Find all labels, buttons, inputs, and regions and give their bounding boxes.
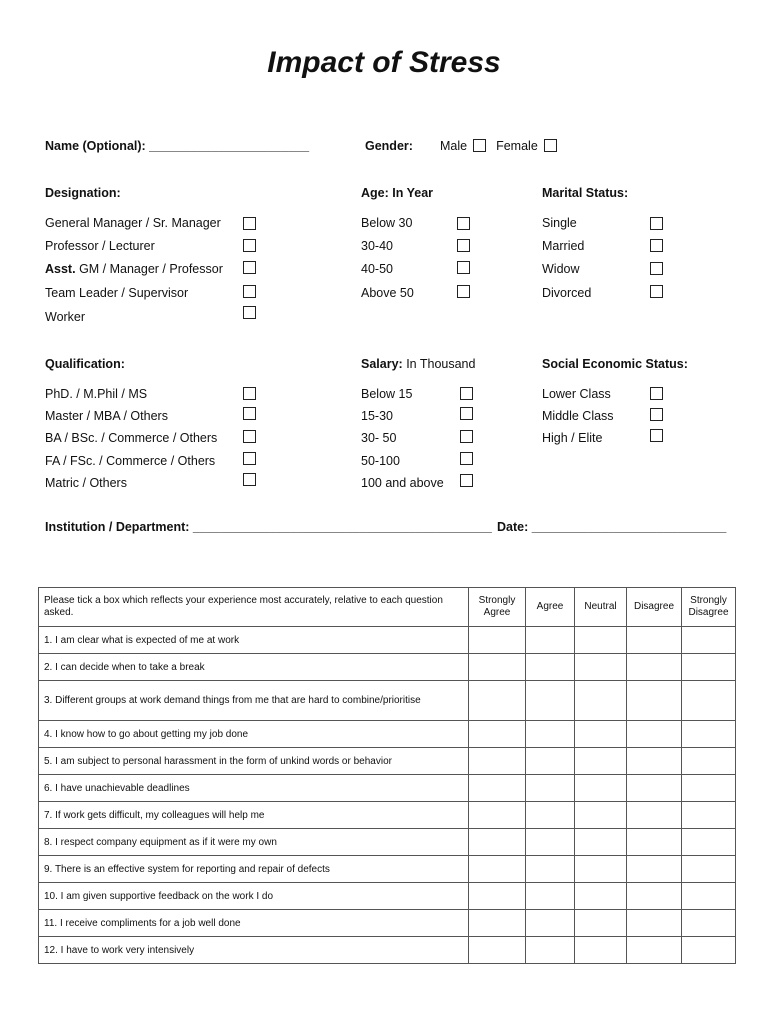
response-cell-agree[interactable] bbox=[526, 721, 575, 748]
response-cell-agree[interactable] bbox=[526, 681, 575, 721]
response-cell-neutral[interactable] bbox=[575, 856, 627, 883]
salary-option: 50-100 bbox=[361, 454, 400, 468]
salary-checkbox[interactable] bbox=[460, 387, 473, 400]
question-text: 3. Different groups at work demand things from me that are hard to combine/prioritise bbox=[39, 681, 469, 721]
column-header-agree: Agree bbox=[526, 588, 575, 627]
response-cell-agree[interactable] bbox=[526, 654, 575, 681]
designation-checkbox[interactable] bbox=[243, 285, 256, 298]
salary-label-suffix: In Thousand bbox=[406, 357, 476, 371]
response-cell-strongly-agree[interactable] bbox=[469, 748, 526, 775]
qualification-option: PhD. / M.Phil / MS bbox=[45, 387, 148, 401]
marital-checkbox[interactable] bbox=[650, 262, 663, 275]
response-cell-disagree[interactable] bbox=[627, 829, 682, 856]
response-cell-disagree[interactable] bbox=[627, 748, 682, 775]
response-cell-strongly-agree[interactable] bbox=[469, 829, 526, 856]
qualification-label: Qualification: bbox=[45, 357, 125, 371]
table-row bbox=[39, 883, 736, 910]
ses-checkbox[interactable] bbox=[650, 429, 663, 442]
response-cell-strongly-agree[interactable] bbox=[469, 721, 526, 748]
gender-options bbox=[440, 139, 567, 153]
response-cell-disagree[interactable] bbox=[627, 856, 682, 883]
marital-option: Single bbox=[542, 216, 577, 230]
salary-checkbox[interactable] bbox=[460, 474, 473, 487]
table-row bbox=[39, 748, 736, 775]
age-checkbox[interactable] bbox=[457, 239, 470, 252]
qualification-checkbox[interactable] bbox=[243, 407, 256, 420]
response-cell-neutral[interactable] bbox=[575, 775, 627, 802]
salary-option: 15-30 bbox=[361, 409, 393, 423]
salary-checkbox[interactable] bbox=[460, 452, 473, 465]
response-cell-strongly-disagree[interactable] bbox=[682, 937, 736, 964]
response-cell-strongly-disagree[interactable] bbox=[682, 856, 736, 883]
marital-option: Widow bbox=[542, 262, 580, 276]
age-option: Below 30 bbox=[361, 216, 413, 230]
name-field-label[interactable]: Name (Optional): _______________________ bbox=[45, 139, 310, 153]
salary-checkbox[interactable] bbox=[460, 407, 473, 420]
page-title: Impact of Stress bbox=[267, 46, 501, 79]
response-cell-disagree[interactable] bbox=[627, 910, 682, 937]
salary-label bbox=[361, 357, 475, 371]
column-header-disagree: Disagree bbox=[627, 588, 682, 627]
qualification-option: FA / FSc. / Commerce / Others bbox=[45, 454, 216, 468]
ses-option: Lower Class bbox=[542, 387, 611, 401]
salary-option: 100 and above bbox=[361, 476, 444, 490]
response-cell-disagree[interactable] bbox=[627, 627, 682, 654]
question-text: 5. I am subject to personal harassment in the form of unkind words or behavior bbox=[39, 748, 469, 775]
column-header-strongly-agree: Strongly Agree bbox=[469, 588, 526, 627]
response-cell-agree[interactable] bbox=[526, 775, 575, 802]
gender-male-label: Male bbox=[440, 139, 468, 153]
question-text: 2. I can decide when to take a break bbox=[39, 654, 469, 681]
response-cell-strongly-disagree[interactable] bbox=[682, 748, 736, 775]
column-header-strongly-disagree: Strongly Disagree bbox=[682, 588, 736, 627]
table-row bbox=[39, 775, 736, 802]
gender-female-checkbox[interactable] bbox=[544, 139, 557, 152]
response-cell-agree[interactable] bbox=[526, 627, 575, 654]
marital-status-label: Marital Status: bbox=[542, 186, 629, 200]
asst-prefix: Asst. bbox=[45, 262, 76, 276]
response-cell-strongly-disagree[interactable] bbox=[682, 681, 736, 721]
response-cell-neutral[interactable] bbox=[575, 937, 627, 964]
response-cell-strongly-agree[interactable] bbox=[469, 802, 526, 829]
response-cell-strongly-disagree[interactable] bbox=[682, 802, 736, 829]
question-text: 4. I know how to go about getting my job done bbox=[39, 721, 469, 748]
response-cell-agree[interactable] bbox=[526, 802, 575, 829]
table-row bbox=[39, 937, 736, 964]
response-cell-strongly-disagree[interactable] bbox=[682, 910, 736, 937]
designation-label: Designation: bbox=[45, 186, 121, 200]
response-cell-agree[interactable] bbox=[526, 748, 575, 775]
response-cell-disagree[interactable] bbox=[627, 802, 682, 829]
designation-option: Professor / Lecturer bbox=[45, 239, 155, 253]
response-cell-strongly-agree[interactable] bbox=[469, 654, 526, 681]
instruction-header: Please tick a box which reflects your experience most accurately, relative to each question asked. bbox=[39, 588, 469, 627]
salary-option: Below 15 bbox=[361, 387, 413, 401]
designation-option: Worker bbox=[45, 310, 86, 324]
marital-checkbox[interactable] bbox=[650, 239, 663, 252]
response-cell-strongly-agree[interactable] bbox=[469, 681, 526, 721]
table-row bbox=[39, 856, 736, 883]
designation-option bbox=[45, 262, 223, 276]
designation-option-text: GM / Manager / Professor bbox=[79, 262, 223, 276]
age-checkbox[interactable] bbox=[457, 261, 470, 274]
response-cell-disagree[interactable] bbox=[627, 883, 682, 910]
qualification-checkbox[interactable] bbox=[243, 473, 256, 486]
table-row bbox=[39, 681, 736, 721]
response-cell-neutral[interactable] bbox=[575, 910, 627, 937]
date-field-label[interactable]: Date: ____________________________ bbox=[497, 520, 727, 534]
table-row bbox=[39, 829, 736, 856]
response-cell-neutral[interactable] bbox=[575, 721, 627, 748]
age-option: Above 50 bbox=[361, 286, 414, 300]
age-option: 30-40 bbox=[361, 239, 393, 253]
qualification-checkbox[interactable] bbox=[243, 430, 256, 443]
response-cell-neutral[interactable] bbox=[575, 681, 627, 721]
question-text: 11. I receive compliments for a job well done bbox=[39, 910, 469, 937]
response-cell-strongly-agree[interactable] bbox=[469, 910, 526, 937]
institution-field-label[interactable]: Institution / Department: ___________________________________________ bbox=[45, 520, 492, 534]
response-cell-agree[interactable] bbox=[526, 937, 575, 964]
response-cell-neutral[interactable] bbox=[575, 883, 627, 910]
response-cell-neutral[interactable] bbox=[575, 627, 627, 654]
question-text: 9. There is an effective system for reporting and repair of defects bbox=[39, 856, 469, 883]
ses-checkbox[interactable] bbox=[650, 387, 663, 400]
response-cell-strongly-agree[interactable] bbox=[469, 937, 526, 964]
designation-checkbox[interactable] bbox=[243, 217, 256, 230]
response-cell-agree[interactable] bbox=[526, 829, 575, 856]
salary-checkbox[interactable] bbox=[460, 430, 473, 443]
response-cell-strongly-disagree[interactable] bbox=[682, 883, 736, 910]
response-cell-strongly-agree[interactable] bbox=[469, 775, 526, 802]
response-cell-disagree[interactable] bbox=[627, 721, 682, 748]
response-cell-neutral[interactable] bbox=[575, 748, 627, 775]
question-text: 10. I am given supportive feedback on the work I do bbox=[39, 883, 469, 910]
questions-body bbox=[39, 627, 736, 964]
ses-label: Social Economic Status: bbox=[542, 357, 688, 371]
table-row bbox=[39, 654, 736, 681]
table-row bbox=[39, 721, 736, 748]
response-cell-disagree[interactable] bbox=[627, 654, 682, 681]
response-cell-strongly-disagree[interactable] bbox=[682, 721, 736, 748]
designation-checkbox[interactable] bbox=[243, 261, 256, 274]
marital-option: Married bbox=[542, 239, 585, 253]
age-checkbox[interactable] bbox=[457, 217, 470, 230]
response-cell-strongly-agree[interactable] bbox=[469, 883, 526, 910]
age-label: Age: In Year bbox=[361, 186, 434, 200]
ses-checkbox[interactable] bbox=[650, 408, 663, 421]
ses-option: Middle Class bbox=[542, 409, 614, 423]
question-text: 7. If work gets difficult, my colleagues will help me bbox=[39, 802, 469, 829]
gender-label: Gender: bbox=[365, 139, 413, 153]
response-cell-disagree[interactable] bbox=[627, 937, 682, 964]
table-header-row bbox=[39, 588, 736, 627]
table-row bbox=[39, 627, 736, 654]
ses-option: High / Elite bbox=[542, 431, 603, 445]
response-cell-agree[interactable] bbox=[526, 856, 575, 883]
response-cell-strongly-disagree[interactable] bbox=[682, 654, 736, 681]
designation-checkbox[interactable] bbox=[243, 306, 256, 319]
column-header-neutral: Neutral bbox=[575, 588, 627, 627]
age-option: 40-50 bbox=[361, 262, 393, 276]
marital-checkbox[interactable] bbox=[650, 217, 663, 230]
qualification-option: Matric / Others bbox=[45, 476, 127, 490]
salary-option: 30- 50 bbox=[361, 431, 397, 445]
response-cell-disagree[interactable] bbox=[627, 775, 682, 802]
qualification-option: Master / MBA / Others bbox=[45, 409, 168, 423]
response-cell-strongly-disagree[interactable] bbox=[682, 627, 736, 654]
question-text: 8. I respect company equipment as if it were my own bbox=[39, 829, 469, 856]
question-text: 6. I have unachievable deadlines bbox=[39, 775, 469, 802]
qualification-checkbox[interactable] bbox=[243, 452, 256, 465]
questionnaire-table bbox=[38, 587, 736, 964]
designation-option: General Manager / Sr. Manager bbox=[45, 216, 221, 230]
response-cell-neutral[interactable] bbox=[575, 654, 627, 681]
response-cell-strongly-agree[interactable] bbox=[469, 627, 526, 654]
gender-male-checkbox[interactable] bbox=[473, 139, 486, 152]
designation-checkbox[interactable] bbox=[243, 239, 256, 252]
designation-option: Team Leader / Supervisor bbox=[45, 286, 189, 300]
qualification-option: BA / BSc. / Commerce / Others bbox=[45, 431, 218, 445]
response-cell-neutral[interactable] bbox=[575, 802, 627, 829]
gender-female-label: Female bbox=[496, 139, 538, 153]
table-row bbox=[39, 802, 736, 829]
response-cell-neutral[interactable] bbox=[575, 829, 627, 856]
response-cell-strongly-disagree[interactable] bbox=[682, 829, 736, 856]
response-cell-agree[interactable] bbox=[526, 883, 575, 910]
response-cell-disagree[interactable] bbox=[627, 681, 682, 721]
qualification-checkbox[interactable] bbox=[243, 387, 256, 400]
table-row bbox=[39, 910, 736, 937]
marital-option: Divorced bbox=[542, 286, 592, 300]
marital-checkbox[interactable] bbox=[650, 285, 663, 298]
question-text: 12. I have to work very intensively bbox=[39, 937, 469, 964]
response-cell-strongly-disagree[interactable] bbox=[682, 775, 736, 802]
response-cell-strongly-agree[interactable] bbox=[469, 856, 526, 883]
age-checkbox[interactable] bbox=[457, 285, 470, 298]
salary-label-text: Salary: bbox=[361, 357, 403, 371]
question-text: 1. I am clear what is expected of me at work bbox=[39, 627, 469, 654]
response-cell-agree[interactable] bbox=[526, 910, 575, 937]
